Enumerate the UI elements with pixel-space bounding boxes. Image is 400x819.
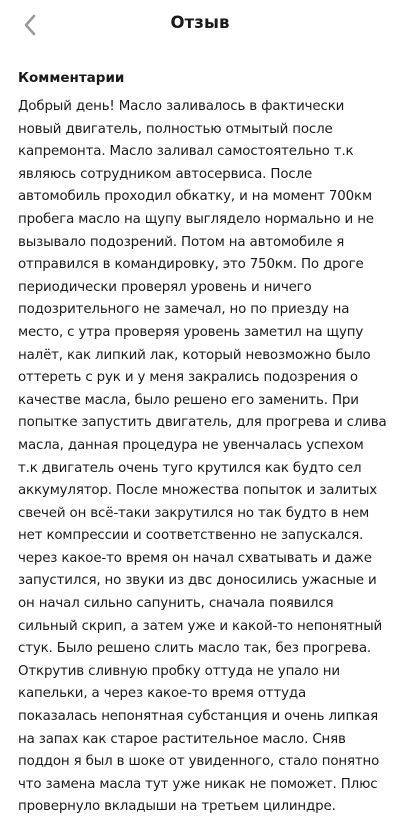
comment-line: качестве масла, было решено его заменить. При	[18, 392, 359, 408]
comments-section-label: Комментарии	[18, 70, 125, 86]
comment-line: провернуло вкладыши на третьем цилиндре.	[18, 799, 336, 815]
comment-line: что замена масла тут уже никак не поможет. Плюс	[18, 776, 378, 792]
comment-line: вызывало подозрений. Потом на автомобиле я	[18, 234, 345, 250]
comment-line: на запах как старое растительное масло. Сняв	[18, 731, 346, 747]
comment-line: аккумулятор. После множества попыток и залитых	[18, 483, 378, 499]
comment-line: свечей он всё-таки закрутился но так будто в нем	[18, 505, 370, 521]
comment-line: пробега масло на щупу выглядело нормально и не	[18, 211, 374, 227]
comment-text	[18, 96, 390, 819]
comment-line: попытке запустить двигатель, для прогрева и слива	[18, 415, 387, 431]
top-bar	[0, 0, 400, 50]
comment-line: масла, данная процедура не увенчалась успехом	[18, 437, 364, 453]
comment-line: периодически проверял уровень и ничего	[18, 279, 312, 295]
comment-line: автомобиль проходил обкатку, и на момент 700км	[18, 189, 372, 205]
comment-line: Открутив сливную пробку оттуда не упало ни	[18, 663, 340, 679]
comment-line: оттереть с рук и у меня закрались подозрения о	[18, 370, 358, 386]
page-title: Отзыв	[170, 13, 230, 32]
comment-line: поддон я был в шоке от увиденного, стало понятно	[18, 754, 380, 770]
comment-line: являюсь сотрудником автосервиса. После	[18, 166, 313, 182]
comment-line: т.к двигатель очень туго крутился как будто сел	[18, 460, 362, 476]
comment-line: он начал сильно сапунить, сначала появился	[18, 596, 334, 612]
comment-line: через какое-то время он начал схватывать и даже	[18, 550, 372, 566]
comment-line: капельки, а через какое-то время оттуда	[18, 686, 307, 702]
comment-line: капремонта. Масло заливал самостоятельно т.к	[18, 144, 354, 160]
comment-line: Добрый день! Масло заливалось в фактически	[18, 99, 345, 114]
comment-line: запустился, но звуки из двс доносились ужасные и	[18, 573, 377, 589]
comment-line: налёт, как липкий лак, который невозможно было	[18, 347, 371, 363]
comment-line: новый двигатель, полностью отмытый после	[18, 121, 333, 137]
comment-line: нет компрессии и соответственно не запускался.	[18, 528, 364, 544]
comment-line: отправился в командировку, это 750км. По дроге	[18, 257, 364, 273]
comment-line: стук. Было решено слить масло так, без прогрева.	[18, 641, 371, 657]
comment-line: показалась непонятная субстанция и очень липкая	[18, 709, 378, 725]
comment-line: сильный скрип, а затем уже и какой-то непонятный	[18, 618, 383, 634]
comment-line: место, с утра проверяя уровень заметил на щупу	[18, 324, 364, 340]
comment-line: подозрительного не замечал, но по приезду на	[18, 302, 350, 318]
